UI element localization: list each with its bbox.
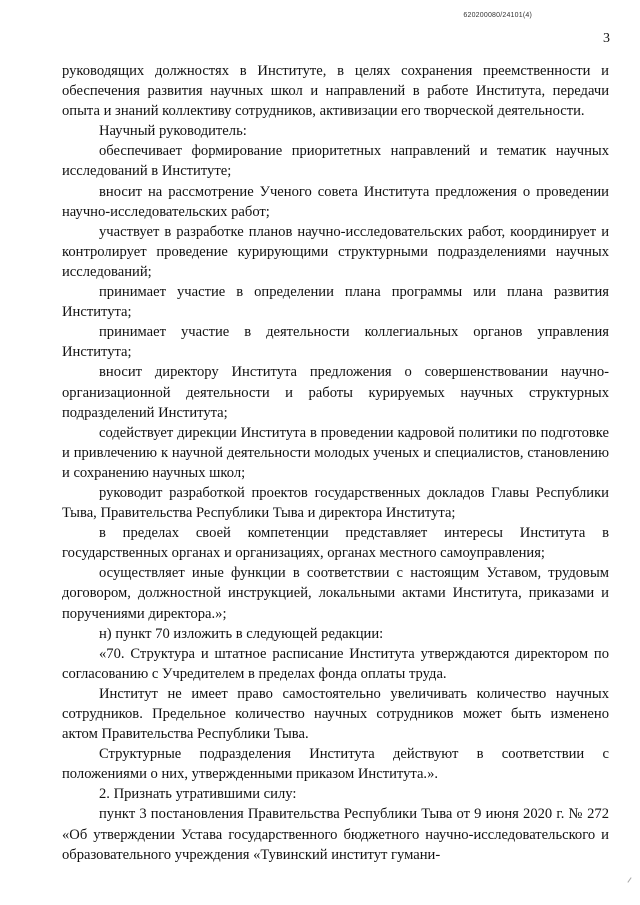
paragraph: участвует в разработке планов научно-исследовательских работ, координирует и контролирует проведение курирующими структурными подразделениями научных исследований;	[62, 223, 609, 280]
paragraph: принимает участие в определении плана программы или плана развития Института;	[62, 284, 609, 321]
document-body	[62, 61, 609, 865]
paragraph: Институт не имеет право самостоятельно увеличивать количество научных сотрудников. Предельное количество научных сотрудников может быть изменено актом Правительства Республики Тыва.	[62, 685, 609, 743]
paragraph: обеспечивает формирование приоритетных направлений и тематик научных исследований в Институте;	[62, 143, 609, 180]
paragraph-heading-scientific-director: Научный руководитель:	[99, 123, 247, 140]
paragraph-item-2: 2. Признать утратившими силу:	[99, 786, 297, 803]
paragraph: содействует дирекции Института в проведении кадровой политики по подготовке и привлечению к научной деятельности молодых ученых и специалистов, становлению и сохранению научных школ;	[62, 424, 609, 481]
paragraph: в пределах своей компетенции представляет интересы Института в государственных органах и организациях, органах местного самоуправления;	[62, 525, 609, 562]
scan-mark	[627, 877, 631, 882]
paragraph: принимает участие в деятельности коллегиальных органов управления Института;	[62, 324, 609, 361]
paragraph: осуществляет иные функции в соответствии с настоящим Уставом, трудовым договором, должностной инструкцией, локальными актами Института, приказами и поручениями директора.»;	[62, 565, 609, 622]
document-code: 620200080/24101(4)	[463, 12, 532, 19]
paragraph-continuation: руководящих должностях в Институте, в целях сохранения преемственности и обеспечения развития научных школ и направлений в работе Института, передачи опыта и знаний коллективу сотрудников, активизации его творческой деятельности.	[62, 63, 609, 120]
paragraph: пункт 3 постановления Правительства Республики Тыва от 9 июня 2020 г. № 272 «Об утверждении Устава государственного бюджетного научно-исследовательского и образовательного учреждения «Тувинский институт гумани-	[62, 806, 609, 863]
paragraph: «70. Структура и штатное расписание Института утверждаются директором по согласованию с Учредителем в пределах фонда оплаты труда.	[62, 645, 609, 682]
page-number: 3	[603, 31, 610, 46]
paragraph: Структурные подразделения Института действуют в соответствии с положениями о них, утвержденными приказом Института.».	[62, 746, 609, 783]
paragraph: вносит директору Института предложения о совершенствовании научно-организационной деятельности и работы курируемых научных структурных подразделений Института;	[62, 364, 609, 421]
paragraph: руководит разработкой проектов государственных докладов Главы Республики Тыва, Правительства Республики Тыва и директора Института;	[62, 484, 609, 522]
paragraph: вносит на рассмотрение Ученого совета Института предложения о проведении научно-исследовательских работ;	[62, 183, 609, 220]
paragraph-item-n: н) пункт 70 изложить в следующей редакции:	[99, 625, 384, 642]
